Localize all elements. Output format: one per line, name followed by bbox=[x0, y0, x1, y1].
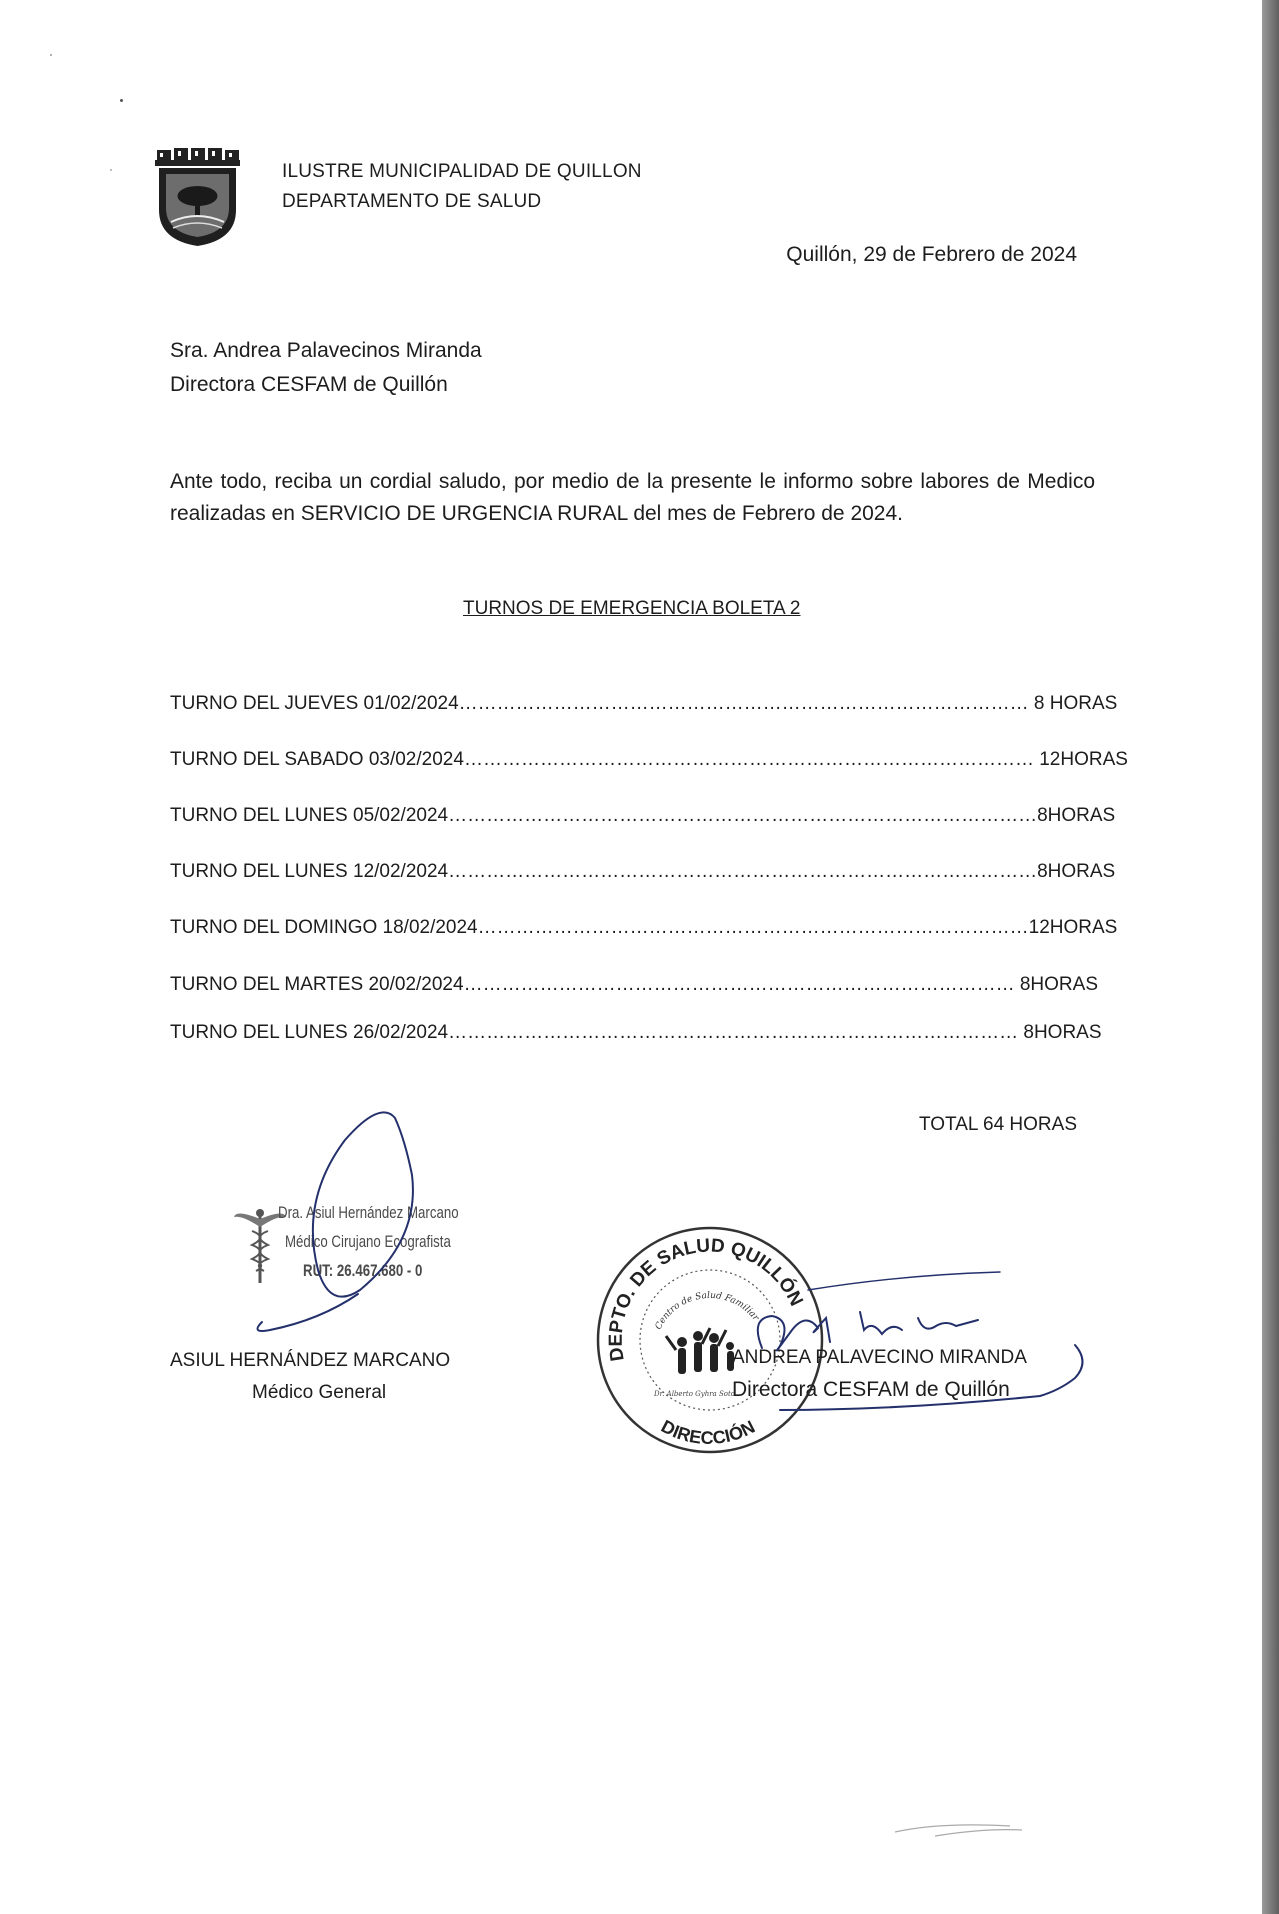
scan-speck bbox=[50, 54, 52, 56]
director-name: ANDREA PALAVECINO MIRANDA bbox=[732, 1347, 1027, 1368]
shift-row bbox=[170, 917, 1117, 939]
shift-leader-dots: ……………………………………………………………………………… bbox=[458, 693, 1029, 714]
shift-label: TURNO DEL JUEVES 01/02/2024 bbox=[170, 693, 459, 714]
shift-leader-dots: ……………………………………………………………………………… bbox=[463, 749, 1034, 770]
stamp-bottom-text: DIRECCIÓN bbox=[657, 1416, 759, 1449]
recipient-name: Sra. Andrea Palavecinos Miranda bbox=[170, 339, 482, 362]
shift-hours: 8HORAS bbox=[1037, 805, 1116, 826]
recipient-role: Directora CESFAM de Quillón bbox=[170, 373, 448, 396]
scan-speck bbox=[110, 169, 112, 171]
pencil-mark bbox=[895, 1825, 1022, 1836]
shift-hours: 12HORAS bbox=[1033, 749, 1128, 770]
institution-name: ILUSTRE MUNICIPALIDAD DE QUILLON bbox=[282, 161, 642, 182]
shift-leader-dots: ………………………………………………………………………………… bbox=[448, 861, 1038, 882]
shift-label: TURNO DEL DOMINGO 18/02/2024 bbox=[170, 917, 478, 938]
stamp-inner-bottom-text: Dr. Alberto Gyhra Soto bbox=[654, 1390, 735, 1398]
shift-row bbox=[170, 861, 1115, 883]
shift-row bbox=[170, 693, 1117, 715]
shift-row bbox=[170, 805, 1115, 827]
letter-date: Quillón, 29 de Febrero de 2024 bbox=[786, 243, 1077, 266]
total-hours: TOTAL 64 HORAS bbox=[918, 1114, 1077, 1135]
shift-leader-dots: ………………………………………………………………………………… bbox=[448, 805, 1038, 826]
svg-text:DIRECCIÓN bbox=[658, 1416, 758, 1448]
stamp-top-text: DEPTO. DE SALUD QUILLÓN bbox=[605, 1235, 807, 1363]
shift-label: TURNO DEL SABADO 03/02/2024 bbox=[170, 749, 464, 770]
doctor-name: ASIUL HERNÁNDEZ MARCANO bbox=[170, 1350, 451, 1371]
shift-row bbox=[170, 749, 1128, 771]
director-signature-flourish bbox=[860, 1312, 978, 1334]
section-title: TURNOS DE EMERGENCIA BOLETA 2 bbox=[463, 598, 801, 619]
shift-leader-dots: …………………………………………………………………………… bbox=[463, 974, 1015, 995]
stamp-inner-text: Centro de Salud Familiar bbox=[653, 1290, 761, 1332]
shift-row bbox=[170, 1022, 1102, 1044]
director-signature-stroke bbox=[808, 1272, 1000, 1290]
shift-hours: 8HORAS bbox=[1037, 861, 1116, 882]
shift-label: TURNO DEL LUNES 05/02/2024 bbox=[170, 805, 449, 826]
shift-hours: 12HORAS bbox=[1028, 917, 1118, 938]
health-department-stamp bbox=[590, 1220, 830, 1460]
doctor-stamp-specialty: Médico Cirujano Ecografista bbox=[285, 1232, 451, 1251]
director-title: Directora CESFAM de Quillón bbox=[732, 1378, 1010, 1401]
doctor-stamp-name: Dra. Asiul Hernández Marcano bbox=[278, 1203, 459, 1222]
shift-label: TURNO DEL MARTES 20/02/2024 bbox=[170, 974, 464, 995]
shift-row bbox=[170, 974, 1098, 996]
letter-body: Ante todo, reciba un cordial saludo, por medio de la presente le informo sobre labores de Medico realizadas en SERVICIO DE URGENCIA RURAL del mes de Febrero de 2024. bbox=[170, 470, 1095, 525]
shift-leader-dots: ……………………………………………………………………………… bbox=[448, 1022, 1019, 1043]
shift-hours: 8HORAS bbox=[1018, 1022, 1102, 1043]
scan-speck bbox=[120, 99, 123, 102]
family-figures-icon bbox=[666, 1328, 734, 1374]
shift-label: TURNO DEL LUNES 26/02/2024 bbox=[170, 1022, 449, 1043]
doctor-signature-tail bbox=[258, 1294, 359, 1331]
municipal-coat-of-arms-logo bbox=[155, 148, 240, 248]
doctor-stamp-rut: RUT: 26.467.680 - 0 bbox=[303, 1261, 423, 1280]
doctor-title: Médico General bbox=[252, 1382, 387, 1403]
shift-hours: 8 HORAS bbox=[1028, 693, 1118, 714]
scan-edge bbox=[1262, 0, 1279, 1914]
department-name: DEPARTAMENTO DE SALUD bbox=[282, 191, 542, 212]
shift-leader-dots: …………………………………………………………………………… bbox=[477, 917, 1029, 938]
shift-hours: 8HORAS bbox=[1014, 974, 1098, 995]
svg-text:Centro de Salud Familiar bbox=[654, 1291, 761, 1332]
shift-label: TURNO DEL LUNES 12/02/2024 bbox=[170, 861, 449, 882]
